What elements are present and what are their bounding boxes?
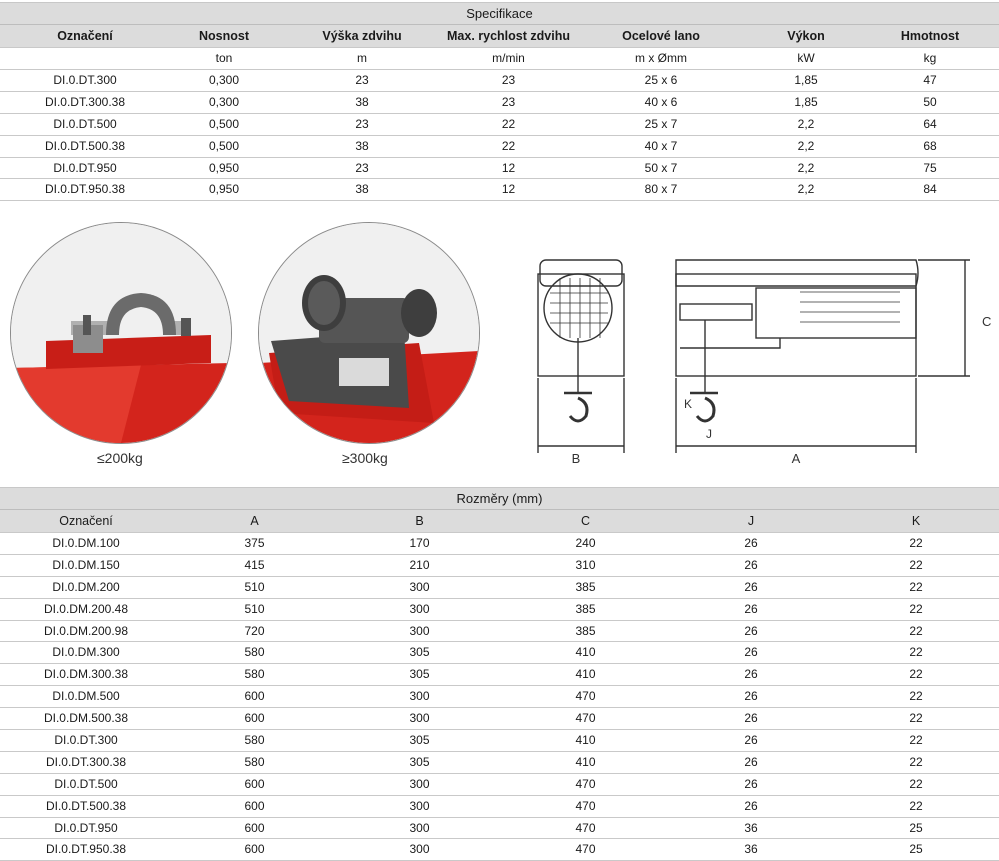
spec-cell: 22	[501, 116, 516, 131]
dims-cell: 600	[244, 776, 265, 791]
dims-cell: 300	[409, 711, 430, 726]
dims-table-row	[0, 641, 999, 663]
dims-cell: 26	[744, 689, 758, 704]
dims-table-row	[0, 817, 999, 839]
dims-table-row	[0, 729, 999, 751]
spec-cell: 38	[355, 94, 369, 109]
spec-header-cell: Výkon	[787, 29, 825, 43]
dims-header-cell: Označení	[59, 514, 113, 528]
dims-cell: 580	[244, 733, 265, 748]
drawing-label-k: K	[684, 397, 693, 411]
dims-cell: DI.0.DT.950	[54, 820, 118, 835]
drawing-label-b: B	[571, 451, 581, 466]
dims-cell: 720	[244, 623, 265, 638]
spec-cell: 40 x 6	[644, 94, 678, 109]
spec-unit-row	[0, 47, 999, 69]
dims-table	[0, 487, 999, 861]
dims-cell: 240	[575, 536, 596, 550]
dims-cell: 22	[909, 579, 923, 594]
dims-header-cell: C	[580, 514, 591, 528]
spec-cell: 0,950	[208, 160, 240, 175]
spec-cell: DI.0.DT.950	[53, 160, 117, 175]
dims-cell: 300	[409, 689, 430, 704]
spec-header-row	[0, 24, 999, 47]
spec-cell: 2,2	[797, 182, 815, 197]
spec-cell: 23	[501, 73, 516, 87]
spec-header-cell: Nosnost	[199, 29, 249, 43]
trolley-small-illustration	[11, 223, 231, 443]
dims-cell: 300	[409, 601, 430, 616]
dims-cell: 22	[909, 623, 923, 638]
spec-cell: 0,500	[208, 116, 240, 131]
spec-cell: 2,2	[797, 116, 815, 131]
trolley-photo-small	[10, 222, 232, 444]
dims-header-cell: K	[911, 514, 921, 528]
dims-cell: DI.0.DT.950.38	[45, 842, 127, 857]
dims-table-row	[0, 598, 999, 620]
dims-table-row	[0, 707, 999, 729]
spec-unit-cell: m/min	[492, 51, 525, 65]
dims-cell: 26	[744, 536, 758, 550]
dims-cell: 410	[575, 645, 596, 660]
dims-header-cell: J	[747, 514, 755, 528]
dims-cell: 305	[409, 754, 430, 769]
spec-cell: DI.0.DT.500	[53, 116, 117, 131]
dims-cell: 600	[244, 689, 265, 704]
dims-cell: 26	[744, 798, 758, 813]
spec-unit-cell	[0, 48, 170, 69]
dims-cell: 22	[909, 557, 923, 572]
spec-table-row	[0, 135, 999, 157]
spec-header-cell: Výška zdvihu	[322, 29, 402, 43]
spec-cell: 0,950	[208, 182, 240, 197]
dims-table-row	[0, 685, 999, 707]
drawing-label-j: J	[706, 427, 712, 441]
dims-cell: 375	[244, 536, 265, 550]
spec-cell: DI.0.DT.950.38	[44, 182, 126, 197]
spec-cell: 38	[355, 182, 369, 197]
caption-large: ≥300kg	[342, 450, 388, 466]
spec-cell: 2,2	[797, 138, 815, 153]
dims-cell: 470	[575, 842, 596, 857]
spec-cell: 12	[501, 182, 516, 197]
dims-cell: 26	[744, 667, 758, 682]
technical-drawing	[520, 248, 999, 470]
dims-cell: DI.0.DM.100	[52, 536, 120, 550]
spec-cell: 12	[501, 160, 516, 175]
dims-cell: 26	[744, 733, 758, 748]
dims-cell: 36	[744, 820, 758, 835]
spec-unit-cell: ton	[215, 51, 233, 65]
spec-unit-cell: kW	[797, 51, 815, 65]
dims-table-row	[0, 663, 999, 685]
spec-cell: 50	[923, 94, 937, 109]
spec-title: Specifikace	[0, 2, 999, 24]
spec-cell: 64	[923, 116, 937, 131]
dims-cell: 510	[244, 579, 265, 594]
drawing-label-c: C	[982, 314, 992, 329]
spec-cell: 25 x 7	[644, 116, 678, 131]
spec-cell: 80 x 7	[644, 182, 678, 197]
dims-cell: 470	[575, 776, 596, 791]
dims-table-row	[0, 532, 999, 554]
trolley-large-illustration	[259, 223, 479, 443]
dims-cell: 580	[244, 667, 265, 682]
dims-table-row	[0, 751, 999, 773]
spec-cell: 1,85	[794, 94, 818, 109]
dims-cell: 22	[909, 754, 923, 769]
dims-cell: 26	[744, 645, 758, 660]
dims-table-row	[0, 838, 999, 861]
dims-cell: 22	[909, 536, 923, 550]
dims-cell: 305	[409, 733, 430, 748]
dims-cell: 410	[575, 754, 596, 769]
dims-cell: DI.0.DM.200.98	[43, 623, 129, 638]
spec-cell: 47	[923, 73, 937, 87]
dims-rows	[0, 532, 999, 861]
dims-cell: 470	[575, 820, 596, 835]
dims-cell: 25	[909, 820, 923, 835]
spec-cell: 25 x 6	[644, 73, 678, 87]
spec-cell: 22	[501, 138, 516, 153]
dims-table-row	[0, 576, 999, 598]
spec-cell: 23	[355, 73, 369, 87]
spec-cell: 84	[923, 182, 937, 197]
dims-cell: 300	[409, 776, 430, 791]
dims-cell: 300	[409, 579, 430, 594]
spec-header-cell: Označení	[57, 29, 113, 43]
drawing-label-a: A	[791, 451, 801, 466]
dims-cell: 300	[409, 798, 430, 813]
dims-cell: 170	[409, 536, 430, 550]
dims-cell: 22	[909, 733, 923, 748]
dims-cell: 385	[575, 601, 596, 616]
dims-cell: 385	[575, 579, 596, 594]
dims-cell: 36	[744, 842, 758, 857]
spec-table-row	[0, 157, 999, 179]
dims-cell: 305	[409, 667, 430, 682]
spec-unit-cell: m	[357, 51, 367, 65]
spec-cell: 23	[501, 94, 516, 109]
trolley-photo-large	[258, 222, 480, 444]
spec-table-row	[0, 178, 999, 201]
dims-cell: 470	[575, 798, 596, 813]
dims-title: Rozměry (mm)	[0, 487, 999, 509]
dims-header-cell: A	[250, 514, 259, 528]
dims-cell: 600	[244, 842, 265, 857]
dims-header-cell: B	[415, 514, 424, 528]
dims-table-row	[0, 620, 999, 642]
spec-header-cell: Ocelové lano	[622, 29, 700, 43]
dims-header-row	[0, 509, 999, 532]
dims-cell: 410	[575, 667, 596, 682]
dims-cell: 22	[909, 601, 923, 616]
dims-cell: 210	[409, 557, 430, 572]
spec-rows	[0, 69, 999, 201]
dims-table-row	[0, 795, 999, 817]
dims-cell: 22	[909, 667, 923, 682]
spec-table	[0, 2, 999, 201]
dims-cell: 26	[744, 579, 758, 594]
spec-cell: 40 x 7	[644, 138, 678, 153]
dims-cell: 300	[409, 842, 430, 857]
dims-cell: DI.0.DT.500.38	[45, 798, 127, 813]
spec-cell: 50 x 7	[644, 160, 678, 175]
spec-table-row	[0, 69, 999, 91]
dims-table-row	[0, 773, 999, 795]
dims-cell: 600	[244, 820, 265, 835]
spec-table-row	[0, 113, 999, 135]
dims-cell: 600	[244, 798, 265, 813]
dims-cell: 300	[409, 623, 430, 638]
caption-small: ≤200kg	[97, 450, 143, 466]
dims-cell: 26	[744, 754, 758, 769]
dims-cell: DI.0.DM.150	[52, 557, 120, 572]
spec-cell: 23	[355, 160, 369, 175]
spec-cell: 0,300	[208, 73, 240, 87]
dims-cell: DI.0.DM.300	[52, 645, 120, 660]
dims-cell: 26	[744, 623, 758, 638]
spec-cell: 38	[355, 138, 369, 153]
dims-cell: DI.0.DT.500	[54, 776, 118, 791]
dims-cell: 415	[244, 557, 265, 572]
dims-cell: DI.0.DM.500	[52, 689, 120, 704]
dims-cell: 470	[575, 711, 596, 726]
dims-cell: DI.0.DM.200.48	[43, 601, 129, 616]
spec-header-cell: Max. rychlost zdvihu	[447, 29, 570, 43]
spec-cell: DI.0.DT.300	[53, 73, 117, 87]
dims-cell: 25	[909, 842, 923, 857]
dims-cell: 410	[575, 733, 596, 748]
dims-cell: 22	[909, 798, 923, 813]
spec-unit-cell: m x Ømm	[635, 51, 687, 65]
spec-cell: 68	[923, 138, 937, 153]
dims-cell: 26	[744, 776, 758, 791]
dims-cell: 26	[744, 601, 758, 616]
dims-cell: 26	[744, 711, 758, 726]
spec-header-cell: Hmotnost	[900, 29, 960, 43]
dims-cell: 510	[244, 601, 265, 616]
spec-cell: 2,2	[797, 160, 815, 175]
spec-unit-cell: kg	[923, 51, 937, 65]
dims-cell: 22	[909, 776, 923, 791]
spec-cell: 0,500	[208, 138, 240, 153]
spec-cell: DI.0.DT.300.38	[44, 94, 126, 109]
dims-cell: DI.0.DT.300.38	[45, 754, 127, 769]
dims-cell: 22	[909, 711, 923, 726]
spec-cell: 1,85	[794, 73, 818, 87]
dims-cell: 470	[575, 689, 596, 704]
spec-cell: DI.0.DT.500.38	[44, 138, 126, 153]
spec-cell: 75	[923, 160, 937, 175]
dims-cell: DI.0.DM.200	[52, 579, 120, 594]
dims-cell: 385	[575, 623, 596, 638]
dims-cell: 26	[744, 557, 758, 572]
dims-cell: 22	[909, 689, 923, 704]
dims-cell: DI.0.DT.300	[54, 733, 118, 748]
spec-cell: 0,300	[208, 94, 240, 109]
dims-cell: 580	[244, 754, 265, 769]
dims-cell: 310	[575, 557, 596, 572]
dims-cell: 22	[909, 645, 923, 660]
dims-cell: 305	[409, 645, 430, 660]
dims-cell: 600	[244, 711, 265, 726]
spec-cell: 23	[355, 116, 369, 131]
dims-cell: 300	[409, 820, 430, 835]
spec-table-row	[0, 91, 999, 113]
dims-table-row	[0, 554, 999, 576]
dims-cell: DI.0.DM.500.38	[43, 711, 129, 726]
dims-cell: 580	[244, 645, 265, 660]
dims-cell: DI.0.DM.300.38	[43, 667, 129, 682]
